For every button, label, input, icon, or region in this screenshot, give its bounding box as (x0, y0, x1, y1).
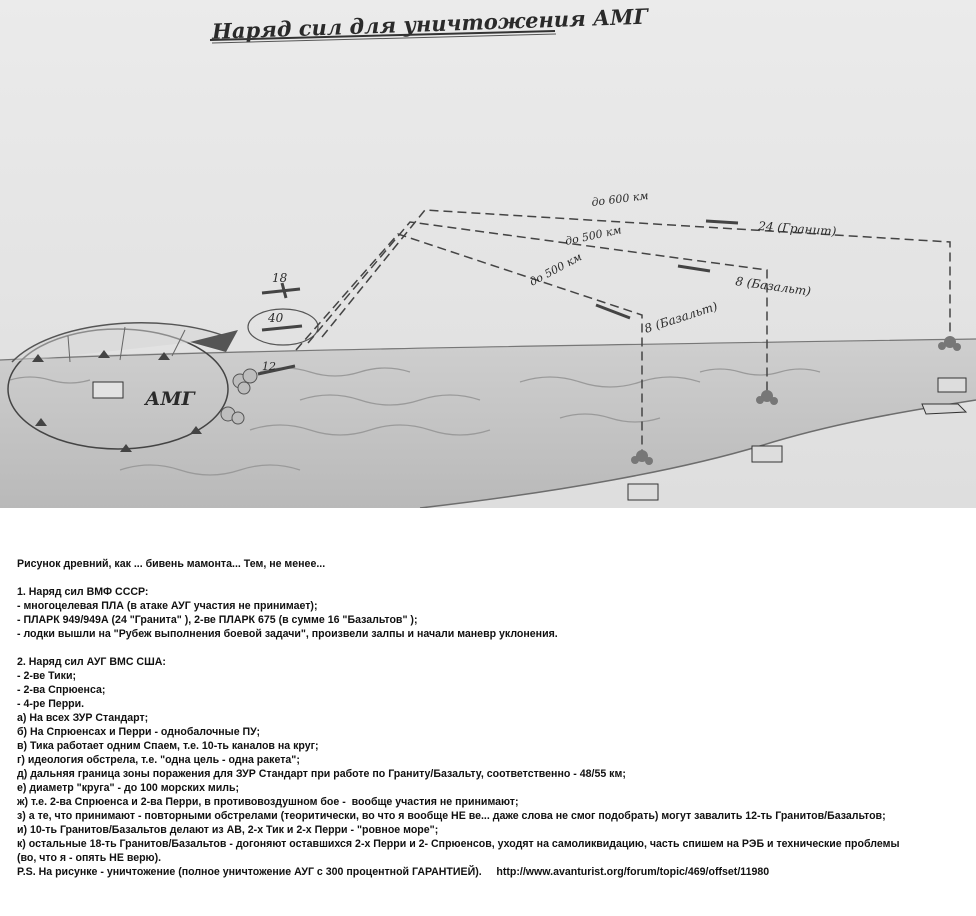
section2-item: - 2-ве Тики; (17, 670, 77, 682)
route-distance-2: до 500 км (563, 223, 623, 248)
carrier-symbol (93, 382, 123, 398)
sketch-title: Наряд сил для уничтожения АМГ (211, 3, 649, 44)
submarine-basalt-1 (752, 446, 782, 462)
section2-heading: 2. Наряд сил АУГ ВМС США: (17, 656, 166, 668)
caption-text (17, 557, 967, 879)
submarine-extra (922, 404, 966, 414)
section2-item: а) На всех ЗУР Стандарт; (17, 712, 149, 724)
ps-text: P.S. На рисунке - уничтожение (полное уничтожение АУГ с 300 процентной ГАРАНТИЕЙ). (17, 866, 482, 878)
section2-item: к) остальные 18-ть Гранитов/Базальтов - догоняют оставшихся 2-х Перри и 2- Спрюенсов, уходят на самоликвидацию, часть спишем на РЭБ и технические проблемы (17, 838, 900, 850)
submarine-basalt-2 (628, 484, 658, 500)
route-distance-1: до 600 км (590, 189, 650, 209)
section1-item: - лодки вышли на "Рубеж выполнения боевой задачи", произвели залпы и начали маневр уклонения. (17, 628, 558, 640)
section2-item: - 4-ре Перри. (17, 698, 85, 710)
section2-item: д) дальняя граница зоны поражения для ЗУР Стандарт при работе по Граниту/Базальту, соответственно - 48/55 км; (17, 768, 626, 780)
section2-item: з) а те, что принимают - повторными обстрелами (теоритически, во что я вообще НЕ ве... даже слова не смог подобрать) могут завалить 12-ть Гранитов/Базальтов; (17, 810, 886, 822)
ps-line (17, 865, 967, 879)
source-url[interactable]: http://www.avanturist.org/forum/topic/469/offset/11980 (496, 866, 770, 878)
section2-item: г) идеология обстрела, т.е. "одна цель - одна ракета"; (17, 754, 300, 766)
group-label: АМГ (145, 388, 195, 410)
route-distance-3: до 500 км (527, 250, 584, 289)
caption-intro: Рисунок древний, как ... бивень мамонта... Тем, не менее... (17, 558, 326, 570)
count-middle: 40 (268, 311, 284, 325)
section1-item: - ПЛАРК 949/949А (24 "Гранита" ), 2-ве ПЛАРК 675 (в сумме 16 "Базальтов" ); (17, 614, 418, 626)
count-top: 18 (272, 271, 288, 285)
submarine-granit (938, 378, 966, 392)
missile-granit (706, 221, 738, 223)
section2-item: - 2-ва Спрюенса; (17, 684, 106, 696)
section2-item: в) Тика работает одним Спаем, т.е. 10-ть каналов на круг; (17, 740, 319, 752)
section2-item: ж) т.е. 2-ва Спрюенса и 2-ва Перри, в противовоздушном бое - вообще участия не принимают; (17, 796, 519, 808)
salvo-label-1: 24 (Гранит) (757, 219, 837, 239)
section2-item: и) 10-ть Гранитов/Базальтов делают из АВ, 2-х Тик и 2-х Перри - "ровное море"; (17, 824, 439, 836)
section2-item: б) На Спрюенсах и Перри - однобалочные ПУ; (17, 726, 260, 738)
section2-item: е) диаметр "круга" - до 100 морских миль; (17, 782, 240, 794)
section2-item: (во, что я - опять НЕ верю). (17, 852, 162, 864)
salvo-label-2: 8 (Базальт) (734, 274, 812, 299)
section1-item: - многоцелевая ПЛА (в атаке АУГ участия не принимает); (17, 600, 318, 612)
count-low: 12 (262, 360, 276, 373)
salvo-label-3: 8 (Базальт) (642, 299, 720, 336)
section1-heading: 1. Наряд сил ВМФ СССР: (17, 586, 149, 598)
